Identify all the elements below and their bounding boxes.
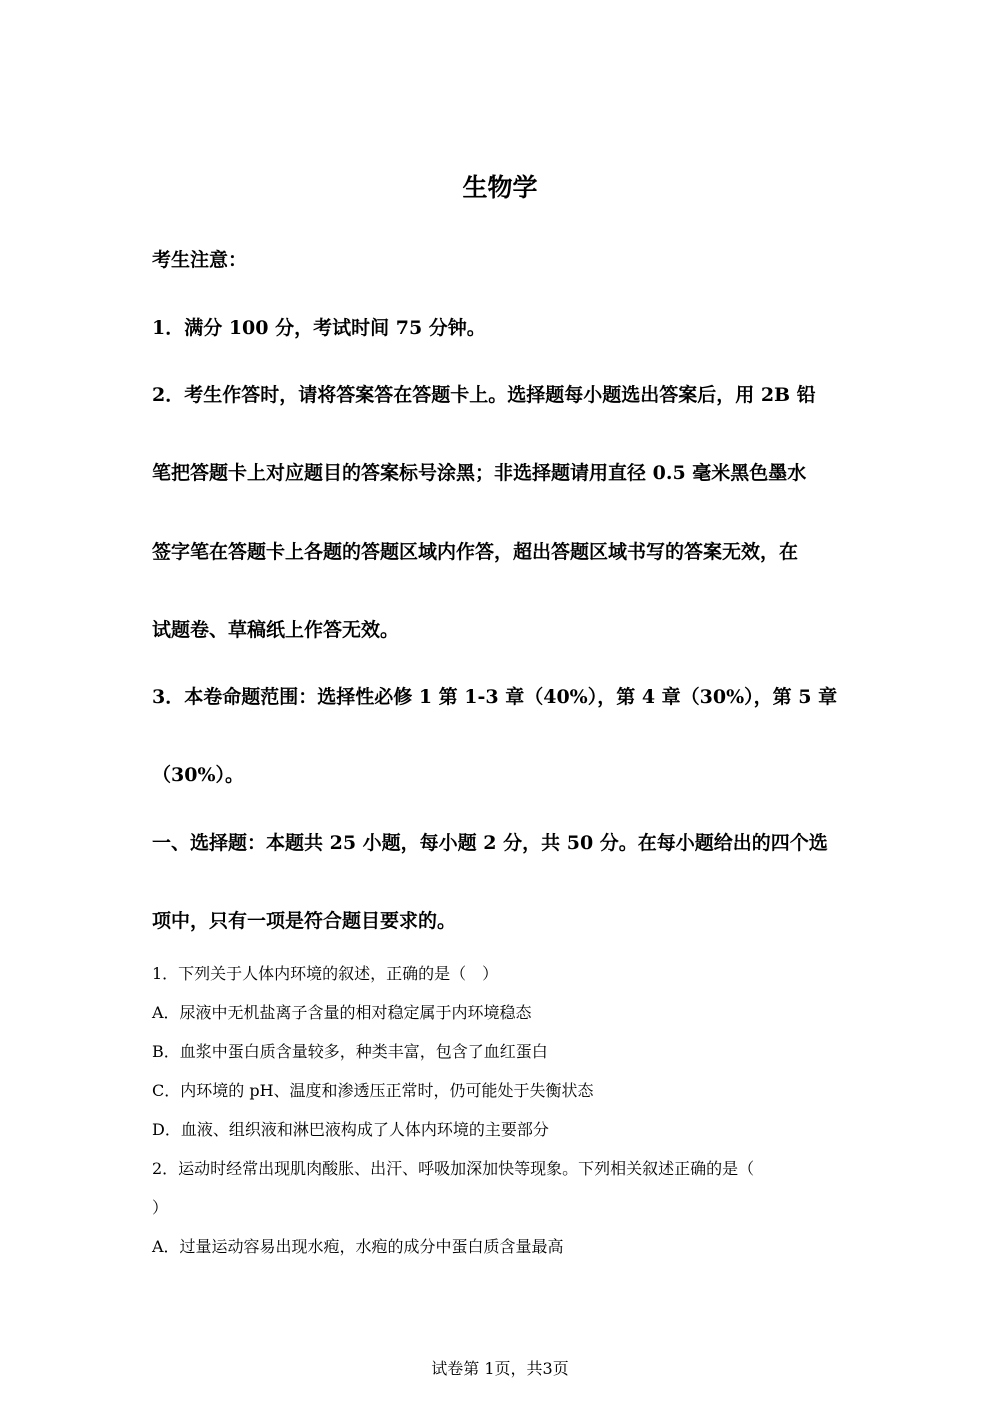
notice-heading: 考生注意： <box>152 249 248 271</box>
notice-item-1: 1．满分 100 分，考试时间 75 分钟。 <box>152 317 486 339</box>
question-2-option-a: A．过量运动容易出现水疱，水疱的成分中蛋白质含量最高 <box>152 1237 564 1256</box>
question-1-option-b: B．血浆中蛋白质含量较多，种类丰富，包含了血红蛋白 <box>152 1042 548 1061</box>
notice-item-2-line-2: 笔把答题卡上对应题目的答案标号涂黑；非选择题请用直径 0.5 毫米黑色墨水 <box>152 462 807 484</box>
question-2-stem-line-2: ） <box>152 1198 169 1217</box>
notice-item-3-line-2: （30%）。 <box>152 764 244 786</box>
notice-item-3-line-1: 3．本卷命题范围：选择性必修 1 第 1-3 章（40%），第 4 章（30%），第 5 章 <box>152 686 838 708</box>
section-1-heading-line-1: 一、选择题：本题共 25 小题，每小题 2 分，共 50 分。在每小题给出的四个选 <box>152 832 828 854</box>
question-1-option-c: C．内环境的 pH、温度和渗透压正常时，仍可能处于失衡状态 <box>152 1081 594 1100</box>
question-1-option-d: D．血液、组织液和淋巴液构成了人体内环境的主要部分 <box>152 1120 549 1139</box>
question-2-stem-line-1: 2．运动时经常出现肌肉酸胀、出汗、呼吸加深加快等现象。下列相关叙述正确的是（ <box>152 1159 755 1178</box>
section-1-heading-line-2: 项中，只有一项是符合题目要求的。 <box>152 910 457 932</box>
notice-item-2-line-3: 签字笔在答题卡上各题的答题区域内作答，超出答题区域书写的答案无效，在 <box>152 541 799 563</box>
question-1-option-a: A．尿液中无机盐离子含量的相对稳定属于内环境稳态 <box>152 1003 532 1022</box>
page-title: 生物学 <box>462 173 538 202</box>
notice-item-2-line-4: 试题卷、草稿纸上作答无效。 <box>152 619 400 641</box>
notice-item-2-line-1: 2．考生作答时，请将答案答在答题卡上。选择题每小题选出答案后，用 2B 铅 <box>152 384 816 406</box>
page-footer: 试卷第 1页，共3页 <box>431 1359 569 1378</box>
question-1-stem: 1．下列关于人体内环境的叙述，正确的是（ ） <box>152 964 499 983</box>
